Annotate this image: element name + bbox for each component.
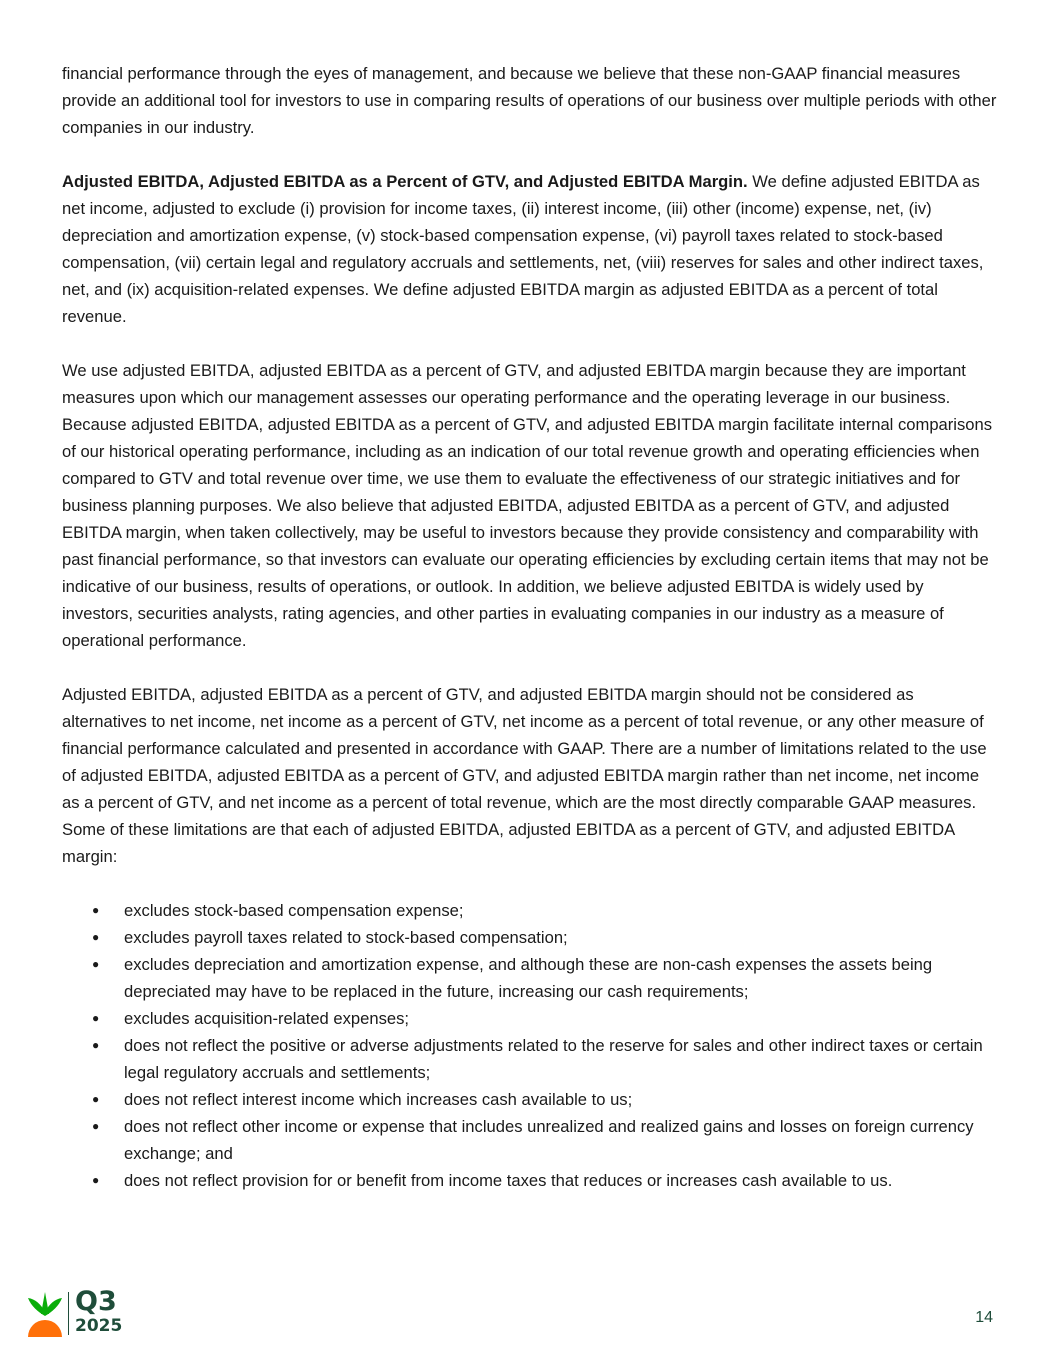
carrot-icon [26, 1290, 64, 1338]
paragraph-intro: financial performance through the eyes of management, and because we believe that these non-GAAP financial measures provide an additional tool for investors to use in comparing results of operations of our business over multiple periods with other companies in our industry. [62, 64, 997, 137]
list-item: ● does not reflect other income or expense that includes unrealized and realized gains and losses on foreign currency exchange; and [62, 1113, 997, 1167]
list-item: ● does not reflect interest income which increases cash available to us; [62, 1086, 997, 1113]
paragraph-adjusted-ebitda-definition [62, 168, 997, 330]
logo-quarter: Q3 [75, 1286, 117, 1317]
paragraph-body: We define adjusted EBITDA as net income, adjusted to exclude (i) provision for income taxes, (ii) interest income, (iii) other (income) expense, net, (iv) depreciation and amortization expense, (v) stock-based compensation expense, (vi) payroll taxes related to stock-based compensation, (vii) certain legal and regulatory accruals and settlements, net, (viii) reserves for sales and other indirect taxes, net, and (ix) acquisition-related expenses. We define adjusted EBITDA margin as adjusted EBITDA as a percent of total revenue. [62, 172, 984, 326]
list-item: ● excludes stock-based compensation expense; [62, 897, 997, 924]
footer-logo [26, 1286, 136, 1338]
paragraph-limitations: Adjusted EBITDA, adjusted EBITDA as a percent of GTV, and adjusted EBITDA margin should not be considered as alternatives to net income, net income as a percent of GTV, net income as a percent of total revenue, or any other measure of financial performance calculated and presented in accordance with GAAP. There are a number of limitations related to the use of adjusted EBITDA, adjusted EBITDA as a percent of GTV, and adjusted EBITDA margin rather than net income, net income as a percent of GTV, and net income as a percent of total revenue, which are the most directly comparable GAAP measures. Some of these limitations are that each of adjusted EBITDA, adjusted EBITDA as a percent of GTV, and adjusted EBITDA margin: [62, 685, 987, 866]
page-number: 14 [975, 1309, 993, 1326]
logo-divider [68, 1292, 69, 1335]
list-item: ● does not reflect the positive or adverse adjustments related to the reserve for sales and other indirect taxes or certain legal regulatory accruals and settlements; [62, 1032, 997, 1086]
list-item: ● excludes payroll taxes related to stock-based compensation; [62, 924, 997, 951]
list-item: ● excludes depreciation and amortization expense, and although these are non-cash expenses the assets being depreciated may have to be replaced in the future, increasing our cash requirements; [62, 951, 997, 1005]
page-content [62, 60, 997, 1194]
section-heading: Adjusted EBITDA, Adjusted EBITDA as a Percent of GTV, and Adjusted EBITDA Margin. [62, 172, 748, 191]
limitations-list [62, 897, 997, 1194]
paragraph-usage: We use adjusted EBITDA, adjusted EBITDA as a percent of GTV, and adjusted EBITDA margin because they are important measures upon which our management assesses our operating performance and the operating leverage in our business. Because adjusted EBITDA, adjusted EBITDA as a percent of GTV, and adjusted EBITDA margin facilitate internal comparisons of our historical operating performance, including as an indication of our total revenue growth and operating efficiencies when compared to GTV and total revenue over time, we use them to evaluate the effectiveness of our strategic initiatives and for business planning purposes. We also believe that adjusted EBITDA, adjusted EBITDA as a percent of GTV, and adjusted EBITDA margin, when taken collectively, may be useful to investors because they provide consistency and comparability with past financial performance, so that investors can evaluate our operating efficiencies by excluding certain items that may not be indicative of our business, results of operations, or outlook. In addition, we believe adjusted EBITDA is widely used by investors, securities analysts, rating agencies, and other parties in evaluating companies in our industry as a measure of operational performance. [62, 361, 993, 650]
logo-year: 2025 [75, 1316, 123, 1336]
list-item: ● does not reflect provision for or benefit from income taxes that reduces or increases cash available to us. [62, 1167, 997, 1194]
list-item: ● excludes acquisition-related expenses; [62, 1005, 997, 1032]
